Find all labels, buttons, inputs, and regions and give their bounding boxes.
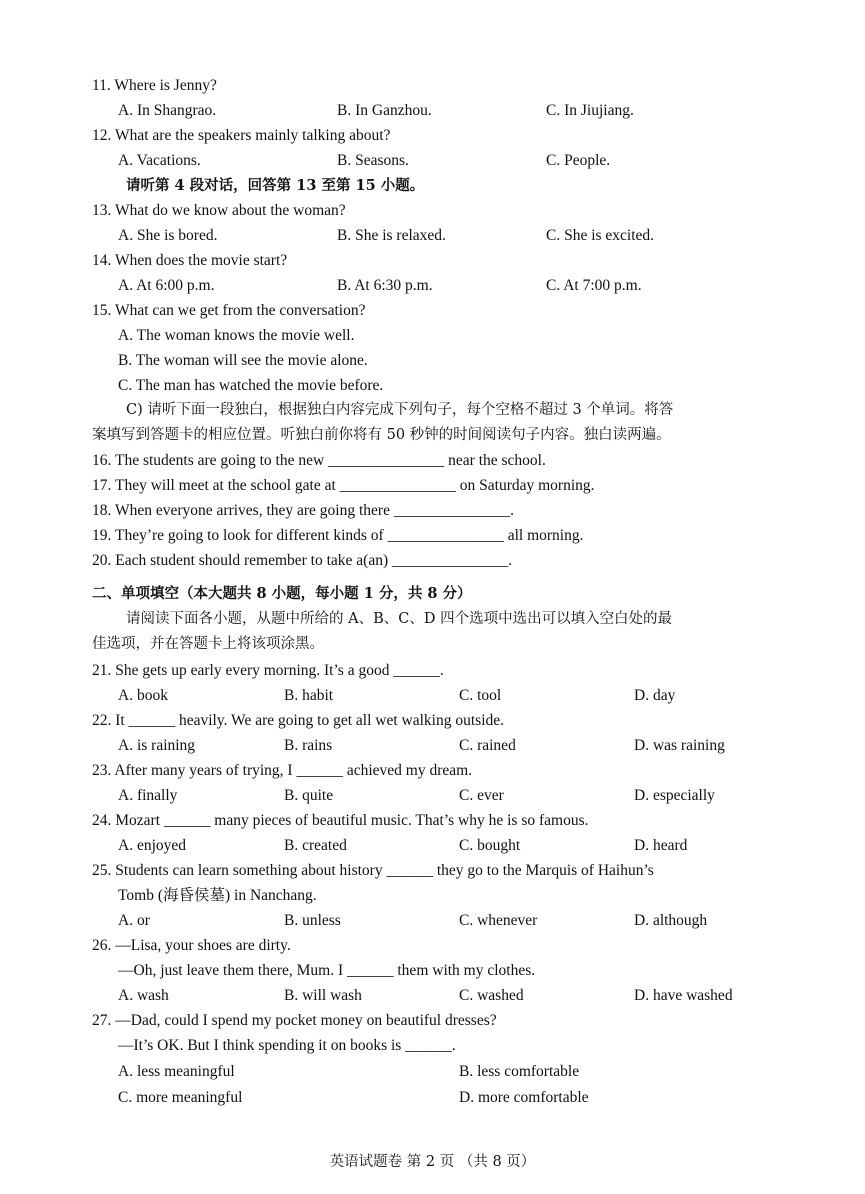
- q14-option-b: B. At 6:30 p.m.: [337, 277, 433, 294]
- q21-option-b: B. habit: [284, 687, 334, 704]
- part-c-instruction-line2: 案填写到答题卡的相应位置。听独白前你将有 50 秒钟的时间阅读句子内容。独白读两遍。: [92, 427, 671, 443]
- question-13-stem: 13. What do we know about the woman?: [92, 202, 346, 219]
- question-25-stem-line2: Tomb (海昏侯墓) in Nanchang.: [118, 887, 317, 904]
- q22-option-b: B. rains: [284, 737, 333, 754]
- q26-option-d: D. have washed: [634, 987, 733, 1004]
- q22-option-d: D. was raining: [634, 737, 725, 754]
- question-26-stem-line2: —Oh, just leave them there, Mum. I ______ them with my clothes.: [118, 962, 536, 979]
- question-18: 18. When everyone arrives, they are going there _______________.: [92, 502, 514, 519]
- q12-option-c: C. People.: [546, 152, 611, 169]
- q13-option-b: B. She is relaxed.: [337, 227, 446, 244]
- q23-option-a: A. finally: [118, 787, 178, 804]
- q15-option-a: A. The woman knows the movie well.: [118, 327, 355, 344]
- page-footer: 英语试题卷 第 2 页 （共 8 页）: [329, 1154, 536, 1170]
- q14-option-c: C. At 7:00 p.m.: [546, 277, 642, 294]
- q11-option-a: A. In Shangrao.: [118, 102, 217, 119]
- question-19: 19. They’re going to look for different kinds of _______________ all morning.: [92, 527, 584, 544]
- question-24-stem: 24. Mozart ______ many pieces of beautiful music. That’s why he is so famous.: [92, 812, 589, 829]
- question-27-stem: 27. —Dad, could I spend my pocket money on beautiful dresses?: [92, 1012, 497, 1029]
- question-27-stem-line2: —It’s OK. But I think spending it on books is ______.: [118, 1037, 456, 1054]
- q21-option-c: C. tool: [459, 687, 502, 704]
- q11-option-c: C. In Jiujiang.: [546, 102, 634, 119]
- question-25-stem: 25. Students can learn something about history ______ they go to the Marquis of Haihun’s: [92, 862, 654, 879]
- question-12-stem: 12. What are the speakers mainly talking about?: [92, 127, 391, 144]
- section-2-instruction-line2: 佳选项，并在答题卡上将该项涂黑。: [92, 636, 324, 652]
- section-4-instruction: 请听第 4 段对话，回答第 13 至第 15 小题。: [126, 177, 425, 194]
- q26-option-a: A. wash: [118, 987, 169, 1004]
- q26-option-b: B. will wash: [284, 987, 362, 1004]
- q22-option-a: A. is raining: [118, 737, 196, 754]
- q13-option-a: A. She is bored.: [118, 227, 218, 244]
- q27-option-d: D. more comfortable: [459, 1089, 589, 1106]
- q25-option-c: C. whenever: [459, 912, 538, 929]
- question-23-stem: 23. After many years of trying, I ______ achieved my dream.: [92, 762, 473, 779]
- q25-option-d: D. although: [634, 912, 708, 929]
- q24-option-a: A. enjoyed: [118, 837, 187, 854]
- q15-option-b: B. The woman will see the movie alone.: [118, 352, 368, 369]
- q12-option-b: B. Seasons.: [337, 152, 409, 169]
- q15-option-c: C. The man has watched the movie before.: [118, 377, 384, 394]
- question-16: 16. The students are going to the new _______________ near the school.: [92, 452, 546, 469]
- q27-option-c: C. more meaningful: [118, 1089, 243, 1106]
- question-17: 17. They will meet at the school gate at _______________ on Saturday morning.: [92, 477, 595, 494]
- question-26-stem: 26. —Lisa, your shoes are dirty.: [92, 937, 291, 954]
- q24-option-d: D. heard: [634, 837, 688, 854]
- question-20: 20. Each student should remember to take a(an) _______________.: [92, 552, 513, 569]
- question-11-stem: 11. Where is Jenny?: [92, 77, 217, 94]
- q11-option-b: B. In Ganzhou.: [337, 102, 432, 119]
- section-2-title: 二、单项填空（本大题共 8 小题，每小题 1 分，共 8 分）: [92, 585, 472, 602]
- q24-option-b: B. created: [284, 837, 347, 854]
- question-14-stem: 14. When does the movie start?: [92, 252, 288, 269]
- q23-option-b: B. quite: [284, 787, 334, 804]
- q26-option-c: C. washed: [459, 987, 524, 1004]
- q25-option-b: B. unless: [284, 912, 341, 929]
- part-c-instruction-line1: C) 请听下面一段独白，根据独白内容完成下列句子，每个空格不超过 3 个单词。将答: [126, 402, 674, 418]
- question-22-stem: 22. It ______ heavily. We are going to get all wet walking outside.: [92, 712, 504, 729]
- q22-option-c: C. rained: [459, 737, 516, 754]
- q24-option-c: C. bought: [459, 837, 521, 854]
- section-2-instruction-line1: 请阅读下面各小题，从题中所给的 A、B、C、D 四个选项中选出可以填入空白处的最: [126, 611, 673, 627]
- q25-option-a: A. or: [118, 912, 150, 929]
- q12-option-a: A. Vacations.: [118, 152, 201, 169]
- question-21-stem: 21. She gets up early every morning. It’s a good ______.: [92, 662, 444, 679]
- q23-option-d: D. especially: [634, 787, 715, 804]
- q21-option-a: A. book: [118, 687, 168, 704]
- q27-option-b: B. less comfortable: [459, 1063, 580, 1080]
- question-15-stem: 15. What can we get from the conversation?: [92, 302, 366, 319]
- q13-option-c: C. She is excited.: [546, 227, 655, 244]
- q27-option-a: A. less meaningful: [118, 1063, 235, 1080]
- q21-option-d: D. day: [634, 687, 676, 704]
- q14-option-a: A. At 6:00 p.m.: [118, 277, 215, 294]
- q23-option-c: C. ever: [459, 787, 504, 804]
